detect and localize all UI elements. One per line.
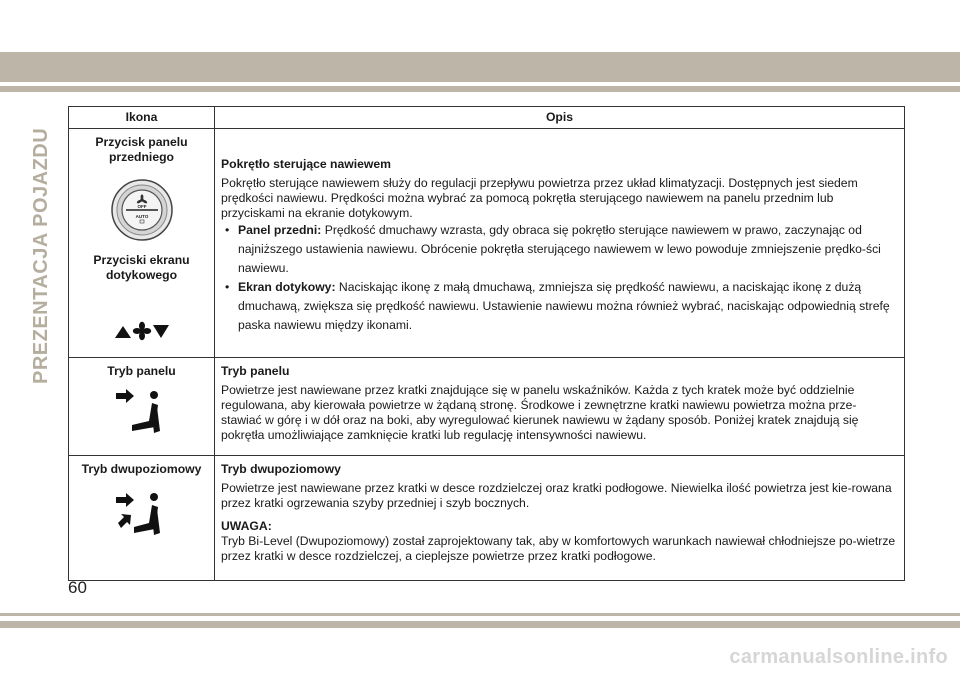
note-title: UWAGA:	[221, 519, 272, 533]
description-cell	[215, 456, 905, 581]
knob-off-text: OFF	[137, 204, 146, 209]
bilevel-mode-icon	[112, 483, 172, 543]
page-number: 60	[68, 578, 87, 597]
desc-title: Tryb panelu	[221, 364, 290, 378]
icon-label-bilevel-mode: Tryb dwupoziomowy	[81, 462, 202, 476]
table-row	[69, 129, 905, 358]
icon-label-front-panel: Przycisk panelu przedniego	[95, 135, 188, 164]
table-header-row	[69, 107, 905, 129]
icon-description-table	[68, 106, 905, 581]
desc-paragraph: Powietrze jest nawiewane przez kratki znajdujące się w panelu wskaźników. Każda z tych kratek może być oddzielnie regulowana, aby kierowała powietrze w żądaną stronę. Środkowe i zewnętrzne kratki nawiewu powietrza można prze-stawiać w górę i w dół oraz na boki, aby wyregulować kierunek nawiewu w żądany sposób. Poniżej kratek znajdują się pokrętła umożliwiające zamknięcie kratki lub regulację intensywności nawiewu.	[221, 383, 859, 442]
bullet-text: Prędkość dmuchawy wzrasta, gdy obraca się pokrętło sterujące nawiewem w prawo, zaczynając od najniższego ustawienia nawiewu. Obrócenie pokrętła sterującego nawiewem w lewo powoduje zmniejszenie prędko-ści nawiewu.	[238, 223, 881, 275]
bullet-text: Naciskając ikonę z małą dmuchawą, zmniejsza się prędkość nawiewu, a naciskając ikonę z dużą dmuchawą, zwiększa się prędkość nawiewu. Ustawienie nawiewu można również wybrać, naciskając odpowiednią strefę paska nawiewu między ikonami.	[238, 280, 890, 332]
table-row	[69, 456, 905, 581]
bullet-list	[221, 221, 896, 335]
watermark: carmanualsonline.info	[729, 646, 948, 668]
icon-label-touchscreen: Przyciski ekranu dotykowego	[93, 253, 190, 282]
table-row	[69, 358, 905, 456]
top-decorative-band	[0, 52, 960, 82]
top-decorative-line	[0, 86, 960, 92]
list-item	[221, 278, 896, 335]
note-text: Tryb Bi-Level (Dwupoziomowy) został zaprojektowany tak, aby w komfortowych warunkach nawiewał chłodniejsze po-wietrze przez kratki w desce rozdzielczej, a cieplejsze powietrze przez kratki podłogowe.	[221, 534, 896, 563]
panel-mode-icon	[112, 385, 172, 445]
desc-title: Pokrętło sterujące nawiewem	[221, 157, 392, 171]
blower-knob-icon	[111, 179, 173, 241]
description-cell	[215, 358, 905, 456]
fan-speed-buttons-icon	[112, 319, 172, 341]
icon-cell	[69, 129, 215, 358]
icon-cell	[69, 358, 215, 456]
desc-paragraph: Pokrętło sterujące nawiewem służy do regulacji przepływu powietrza przez układ klimatyzacji. Dostępnych jest siedem prędkości nawiewu. Prędkości można wybrać za pomocą pokrętła sterującego nawiewem na panelu przednim lub przyciskami na ekranie dotykowym.	[221, 176, 858, 220]
icon-label-panel-mode: Tryb panelu	[107, 364, 176, 378]
bottom-decorative-band	[0, 621, 960, 628]
description-cell	[215, 129, 905, 358]
header-icon: Ikona	[69, 107, 215, 129]
section-side-title: PREZENTACJA POJAZDU	[30, 127, 52, 384]
desc-title: Tryb dwupoziomowy	[221, 462, 341, 476]
header-description: Opis	[215, 107, 905, 129]
knob-auto-text: AUTO	[135, 214, 148, 219]
bottom-decorative-line	[0, 613, 960, 616]
list-item	[221, 221, 896, 278]
desc-paragraph: Powietrze jest nawiewane przez kratki w desce rozdzielczej oraz kratki podłogowe. Niewielka ilość powietrza jest kie-rowana przez kratki ogrzewania szyby przedniej i szyb bocznych.	[221, 481, 892, 510]
icon-cell	[69, 456, 215, 581]
bullet-term: Panel przedni:	[238, 223, 322, 237]
bullet-term: Ekran dotykowy:	[238, 280, 336, 294]
